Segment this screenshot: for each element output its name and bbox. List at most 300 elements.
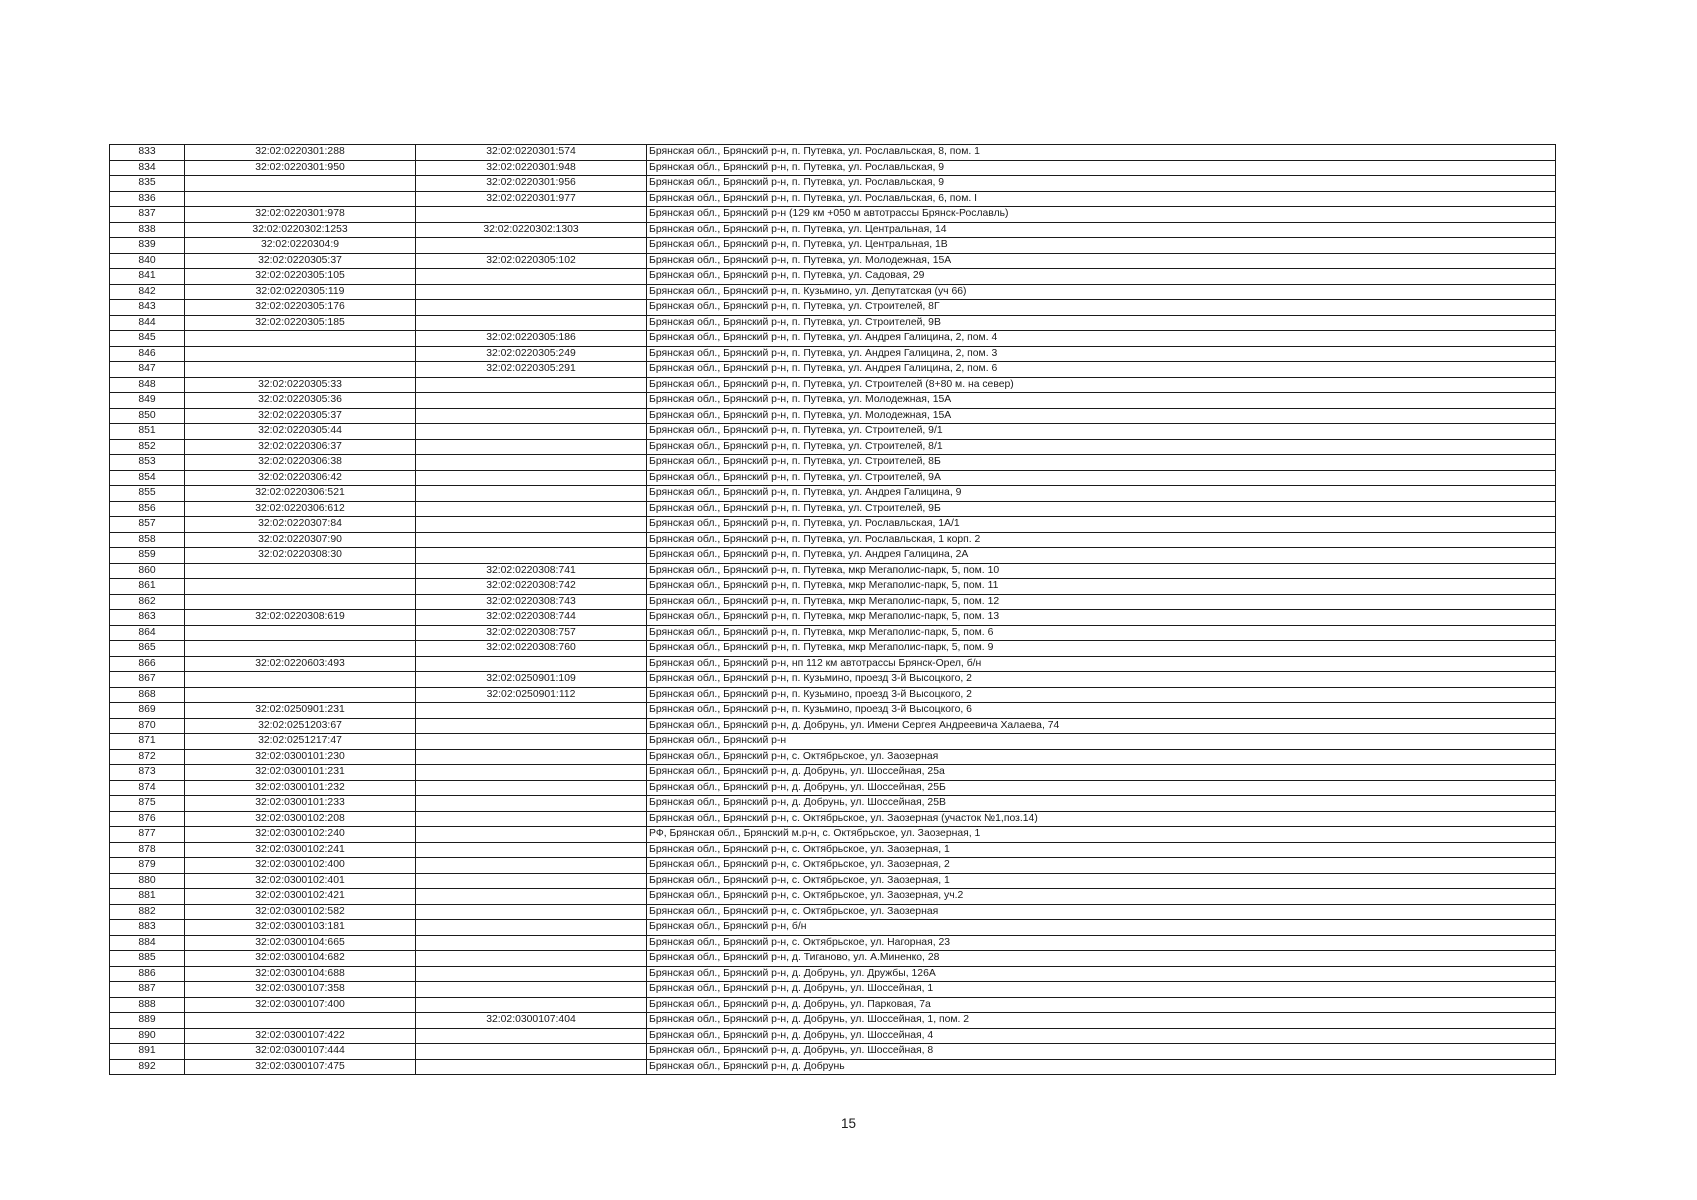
address-cell: Брянская обл., Брянский р-н, п. Путевка, ул. Андрея Галицина, 2, пом. 4	[647, 331, 1556, 347]
row-number-cell: 865	[110, 641, 185, 657]
row-number-cell: 853	[110, 455, 185, 471]
object-number-cell	[416, 873, 647, 889]
object-number-cell	[416, 718, 647, 734]
cadastral-number-cell: 32:02:0220301:288	[185, 145, 416, 161]
row-number-cell: 863	[110, 610, 185, 626]
cadastral-number-cell: 32:02:0300107:475	[185, 1059, 416, 1075]
table-row	[110, 253, 1556, 269]
cadastral-number-cell: 32:02:0300102:421	[185, 889, 416, 905]
cadastral-number-cell: 32:02:0220301:978	[185, 207, 416, 223]
table-row	[110, 935, 1556, 951]
object-number-cell	[416, 300, 647, 316]
cadastral-number-cell: 32:02:0300107:400	[185, 997, 416, 1013]
table-row	[110, 486, 1556, 502]
object-number-cell: 32:02:0220305:291	[416, 362, 647, 378]
object-number-cell	[416, 765, 647, 781]
address-cell: Брянская обл., Брянский р-н, п. Путевка, ул. Строителей, 9В	[647, 315, 1556, 331]
address-cell: Брянская обл., Брянский р-н, п. Путевка, ул. Строителей, 9/1	[647, 424, 1556, 440]
object-number-cell: 32:02:0220305:186	[416, 331, 647, 347]
row-number-cell: 871	[110, 734, 185, 750]
table-row	[110, 160, 1556, 176]
table-row	[110, 207, 1556, 223]
object-number-cell	[416, 966, 647, 982]
object-number-cell	[416, 796, 647, 812]
table-row	[110, 1028, 1556, 1044]
row-number-cell: 850	[110, 408, 185, 424]
row-number-cell: 858	[110, 532, 185, 548]
cadastral-number-cell: 32:02:0220306:521	[185, 486, 416, 502]
row-number-cell: 864	[110, 625, 185, 641]
row-number-cell: 890	[110, 1028, 185, 1044]
cadastral-number-cell: 32:02:0300101:232	[185, 780, 416, 796]
object-number-cell	[416, 470, 647, 486]
table-row	[110, 501, 1556, 517]
table-body	[110, 145, 1556, 1075]
object-number-cell: 32:02:0220305:249	[416, 346, 647, 362]
address-cell: Брянская обл., Брянский р-н, п. Путевка, ул. Рославльская, 6, пом. I	[647, 191, 1556, 207]
address-cell: Брянская обл., Брянский р-н, д. Добрунь, ул. Шоссейная, 1	[647, 982, 1556, 998]
table-row	[110, 1013, 1556, 1029]
table-row	[110, 920, 1556, 936]
object-number-cell	[416, 703, 647, 719]
address-cell: Брянская обл., Брянский р-н, с. Октябрьское, ул. Заозерная (участок №1,поз.14)	[647, 811, 1556, 827]
table-row	[110, 455, 1556, 471]
address-cell: Брянская обл., Брянский р-н, п. Кузьмино, проезд 3-й Высоцкого, 2	[647, 687, 1556, 703]
cadastral-number-cell: 32:02:0300103:181	[185, 920, 416, 936]
address-cell: Брянская обл., Брянский р-н, д. Добрунь	[647, 1059, 1556, 1075]
row-number-cell: 888	[110, 997, 185, 1013]
address-cell: Брянская обл., Брянский р-н, п. Путевка, ул. Садовая, 29	[647, 269, 1556, 285]
object-number-cell	[416, 951, 647, 967]
object-number-cell: 32:02:0220308:757	[416, 625, 647, 641]
object-number-cell	[416, 238, 647, 254]
address-cell: Брянская обл., Брянский р-н, п. Путевка, ул. Рославльская, 9	[647, 160, 1556, 176]
table-row	[110, 548, 1556, 564]
address-cell: Брянская обл., Брянский р-н, п. Путевка, ул. Строителей, 8Б	[647, 455, 1556, 471]
address-cell: Брянская обл., Брянский р-н, п. Путевка, мкр Мегаполис-парк, 5, пом. 13	[647, 610, 1556, 626]
object-number-cell: 32:02:0220305:102	[416, 253, 647, 269]
cadastral-number-cell: 32:02:0300107:422	[185, 1028, 416, 1044]
object-number-cell	[416, 935, 647, 951]
cadastral-number-cell	[185, 672, 416, 688]
table-row	[110, 703, 1556, 719]
row-number-cell: 851	[110, 424, 185, 440]
row-number-cell: 883	[110, 920, 185, 936]
address-cell: Брянская обл., Брянский р-н, с. Октябрьское, ул. Заозерная	[647, 749, 1556, 765]
cadastral-number-cell: 32:02:0250901:231	[185, 703, 416, 719]
address-cell: Брянская обл., Брянский р-н, п. Кузьмино, ул. Депутатская (уч 66)	[647, 284, 1556, 300]
address-cell: Брянская обл., Брянский р-н	[647, 734, 1556, 750]
address-cell: Брянская обл., Брянский р-н, п. Путевка, ул. Строителей (8+80 м. на север)	[647, 377, 1556, 393]
address-cell: Брянская обл., Брянский р-н, п. Путевка, ул. Молодежная, 15А	[647, 253, 1556, 269]
cadastral-number-cell: 32:02:0220603:493	[185, 656, 416, 672]
table-row	[110, 749, 1556, 765]
object-number-cell	[416, 393, 647, 409]
row-number-cell: 861	[110, 579, 185, 595]
cadastral-number-cell	[185, 176, 416, 192]
table-row	[110, 191, 1556, 207]
object-number-cell: 32:02:0220308:760	[416, 641, 647, 657]
table-row	[110, 176, 1556, 192]
row-number-cell: 841	[110, 269, 185, 285]
row-number-cell: 869	[110, 703, 185, 719]
table-row	[110, 718, 1556, 734]
object-number-cell	[416, 920, 647, 936]
cadastral-number-cell: 32:02:0300102:208	[185, 811, 416, 827]
table-row	[110, 796, 1556, 812]
row-number-cell: 868	[110, 687, 185, 703]
row-number-cell: 859	[110, 548, 185, 564]
cadastral-number-cell: 32:02:0220305:119	[185, 284, 416, 300]
object-number-cell	[416, 284, 647, 300]
table-row	[110, 222, 1556, 238]
table-row	[110, 982, 1556, 998]
address-cell: Брянская обл., Брянский р-н, п. Путевка, мкр Мегаполис-парк, 5, пом. 11	[647, 579, 1556, 595]
row-number-cell: 849	[110, 393, 185, 409]
row-number-cell: 855	[110, 486, 185, 502]
cadastral-number-cell	[185, 594, 416, 610]
object-number-cell	[416, 517, 647, 533]
cadastral-number-cell	[185, 563, 416, 579]
address-cell: Брянская обл., Брянский р-н, п. Путевка, ул. Строителей, 9А	[647, 470, 1556, 486]
cadastral-number-cell: 32:02:0300101:233	[185, 796, 416, 812]
table-row	[110, 315, 1556, 331]
table-row	[110, 842, 1556, 858]
table-row	[110, 300, 1556, 316]
table-row	[110, 610, 1556, 626]
row-number-cell: 879	[110, 858, 185, 874]
cadastral-number-cell: 32:02:0220306:38	[185, 455, 416, 471]
object-number-cell: 32:02:0220308:744	[416, 610, 647, 626]
object-number-cell	[416, 548, 647, 564]
object-number-cell: 32:02:0220301:956	[416, 176, 647, 192]
object-number-cell: 32:02:0220301:977	[416, 191, 647, 207]
cadastral-number-cell: 32:02:0220305:105	[185, 269, 416, 285]
cadastral-number-cell: 32:02:0220306:612	[185, 501, 416, 517]
table-row	[110, 470, 1556, 486]
page-number: 15	[840, 1116, 857, 1131]
cadastral-number-cell: 32:02:0300104:682	[185, 951, 416, 967]
address-cell: Брянская обл., Брянский р-н, с. Октябрьское, ул. Заозерная, 2	[647, 858, 1556, 874]
object-number-cell	[416, 408, 647, 424]
row-number-cell: 845	[110, 331, 185, 347]
address-cell: Брянская обл., Брянский р-н, с. Октябрьское, ул. Заозерная	[647, 904, 1556, 920]
address-cell: Брянская обл., Брянский р-н, п. Путевка, ул. Строителей, 8Г	[647, 300, 1556, 316]
row-number-cell: 854	[110, 470, 185, 486]
row-number-cell: 886	[110, 966, 185, 982]
row-number-cell: 860	[110, 563, 185, 579]
object-number-cell	[416, 532, 647, 548]
address-cell: Брянская обл., Брянский р-н, п. Путевка, ул. Андрея Галицина, 2, пом. 6	[647, 362, 1556, 378]
address-cell: Брянская обл., Брянский р-н, д. Добрунь, ул. Парковая, 7а	[647, 997, 1556, 1013]
row-number-cell: 878	[110, 842, 185, 858]
cadastral-number-cell: 32:02:0251217:47	[185, 734, 416, 750]
object-number-cell: 32:02:0220308:742	[416, 579, 647, 595]
cadastral-number-cell: 32:02:0220308:619	[185, 610, 416, 626]
row-number-cell: 839	[110, 238, 185, 254]
row-number-cell: 881	[110, 889, 185, 905]
cadastral-number-cell: 32:02:0220305:44	[185, 424, 416, 440]
row-number-cell: 843	[110, 300, 185, 316]
cadastral-number-cell: 32:02:0300102:240	[185, 827, 416, 843]
address-cell: Брянская обл., Брянский р-н, п. Путевка, ул. Молодежная, 15А	[647, 393, 1556, 409]
cadastral-number-cell: 32:02:0220305:33	[185, 377, 416, 393]
address-cell: Брянская обл., Брянский р-н, п. Кузьмино, проезд 3-й Высоцкого, 2	[647, 672, 1556, 688]
cadastral-number-cell	[185, 346, 416, 362]
object-number-cell: 32:02:0220301:574	[416, 145, 647, 161]
table-row	[110, 889, 1556, 905]
object-number-cell: 32:02:0250901:109	[416, 672, 647, 688]
address-cell: Брянская обл., Брянский р-н, п. Путевка, ул. Рославльская, 1 корп. 2	[647, 532, 1556, 548]
address-cell: Брянская обл., Брянский р-н, п. Путевка, ул. Рославльская, 1А/1	[647, 517, 1556, 533]
cadastral-number-cell: 32:02:0220307:90	[185, 532, 416, 548]
table-row	[110, 284, 1556, 300]
address-cell: Брянская обл., Брянский р-н, д. Добрунь, ул. Шоссейная, 25а	[647, 765, 1556, 781]
cadastral-number-cell: 32:02:0300107:358	[185, 982, 416, 998]
address-cell: Брянская обл., Брянский р-н, д. Добрунь, ул. Шоссейная, 4	[647, 1028, 1556, 1044]
cadastral-number-cell: 32:02:0220305:37	[185, 408, 416, 424]
object-number-cell	[416, 455, 647, 471]
address-cell: Брянская обл., Брянский р-н, с. Октябрьское, ул. Заозерная, 1	[647, 873, 1556, 889]
object-number-cell	[416, 269, 647, 285]
cadastral-number-cell: 32:02:0300101:230	[185, 749, 416, 765]
object-number-cell	[416, 780, 647, 796]
cadastral-number-cell: 32:02:0300104:688	[185, 966, 416, 982]
object-number-cell: 32:02:0220301:948	[416, 160, 647, 176]
object-number-cell	[416, 734, 647, 750]
table-row	[110, 765, 1556, 781]
address-cell: Брянская обл., Брянский р-н (129 км +050 м автотрассы Брянск-Рославль)	[647, 207, 1556, 223]
row-number-cell: 884	[110, 935, 185, 951]
table-row	[110, 594, 1556, 610]
table-row	[110, 424, 1556, 440]
object-number-cell: 32:02:0220308:743	[416, 594, 647, 610]
cadastral-number-cell	[185, 579, 416, 595]
row-number-cell: 844	[110, 315, 185, 331]
address-cell: Брянская обл., Брянский р-н, с. Октябрьское, ул. Заозерная, уч.2	[647, 889, 1556, 905]
table-row	[110, 377, 1556, 393]
object-number-cell	[416, 656, 647, 672]
row-number-cell: 892	[110, 1059, 185, 1075]
table-row	[110, 331, 1556, 347]
table-row	[110, 346, 1556, 362]
address-cell: Брянская обл., Брянский р-н, п. Путевка, ул. Андрея Галицина, 9	[647, 486, 1556, 502]
object-number-cell: 32:02:0300107:404	[416, 1013, 647, 1029]
address-cell: Брянская обл., Брянский р-н, д. Тиганово, ул. А.Миненко, 28	[647, 951, 1556, 967]
object-number-cell	[416, 904, 647, 920]
address-cell: Брянская обл., Брянский р-н, п. Путевка, ул. Андрея Галицина, 2А	[647, 548, 1556, 564]
table-row	[110, 517, 1556, 533]
address-cell: Брянская обл., Брянский р-н, п. Путевка, мкр Мегаполис-парк, 5, пом. 9	[647, 641, 1556, 657]
object-number-cell	[416, 377, 647, 393]
object-number-cell	[416, 842, 647, 858]
cadastral-number-cell: 32:02:0220308:30	[185, 548, 416, 564]
address-cell: Брянская обл., Брянский р-н, п. Путевка, ул. Строителей, 8/1	[647, 439, 1556, 455]
object-number-cell: 32:02:0250901:112	[416, 687, 647, 703]
cadastral-number-cell: 32:02:0300102:401	[185, 873, 416, 889]
row-number-cell: 873	[110, 765, 185, 781]
table-row	[110, 625, 1556, 641]
row-number-cell: 833	[110, 145, 185, 161]
address-cell: Брянская обл., Брянский р-н, д. Добрунь, ул. Шоссейная, 1, пом. 2	[647, 1013, 1556, 1029]
table-row	[110, 966, 1556, 982]
object-number-cell	[416, 1028, 647, 1044]
table-row	[110, 904, 1556, 920]
object-number-cell: 32:02:0220308:741	[416, 563, 647, 579]
row-number-cell: 870	[110, 718, 185, 734]
table-row	[110, 563, 1556, 579]
address-cell: РФ, Брянская обл., Брянский м.р-н, с. Октябрьское, ул. Заозерная, 1	[647, 827, 1556, 843]
address-cell: Брянская обл., Брянский р-н, п. Путевка, ул. Рославльская, 8, пом. 1	[647, 145, 1556, 161]
table-row	[110, 672, 1556, 688]
table-row	[110, 579, 1556, 595]
cadastral-number-cell: 32:02:0300102:582	[185, 904, 416, 920]
table-row	[110, 827, 1556, 843]
address-cell: Брянская обл., Брянский р-н, с. Октябрьское, ул. Нагорная, 23	[647, 935, 1556, 951]
row-number-cell: 848	[110, 377, 185, 393]
address-cell: Брянская обл., Брянский р-н, д. Добрунь, ул. Дружбы, 126А	[647, 966, 1556, 982]
row-number-cell: 840	[110, 253, 185, 269]
row-number-cell: 877	[110, 827, 185, 843]
address-cell: Брянская обл., Брянский р-н, д. Добрунь, ул. Шоссейная, 25В	[647, 796, 1556, 812]
row-number-cell: 847	[110, 362, 185, 378]
row-number-cell: 836	[110, 191, 185, 207]
table-row	[110, 951, 1556, 967]
address-cell: Брянская обл., Брянский р-н, п. Путевка, мкр Мегаполис-парк, 5, пом. 6	[647, 625, 1556, 641]
table-row	[110, 1044, 1556, 1060]
cadastral-number-cell: 32:02:0251203:67	[185, 718, 416, 734]
row-number-cell: 842	[110, 284, 185, 300]
row-number-cell: 872	[110, 749, 185, 765]
cadastral-number-cell: 32:02:0300101:231	[185, 765, 416, 781]
row-number-cell: 885	[110, 951, 185, 967]
row-number-cell: 891	[110, 1044, 185, 1060]
table-row	[110, 687, 1556, 703]
table-row	[110, 269, 1556, 285]
row-number-cell: 856	[110, 501, 185, 517]
address-cell: Брянская обл., Брянский р-н, п. Путевка, ул. Центральная, 14	[647, 222, 1556, 238]
cadastral-number-cell	[185, 191, 416, 207]
row-number-cell: 862	[110, 594, 185, 610]
cadastral-number-cell: 32:02:0220307:84	[185, 517, 416, 533]
object-number-cell	[416, 501, 647, 517]
row-number-cell: 876	[110, 811, 185, 827]
row-number-cell: 834	[110, 160, 185, 176]
table-row	[110, 997, 1556, 1013]
object-number-cell	[416, 889, 647, 905]
cadastral-number-cell: 32:02:0220305:176	[185, 300, 416, 316]
object-number-cell	[416, 1059, 647, 1075]
row-number-cell: 880	[110, 873, 185, 889]
table-row	[110, 408, 1556, 424]
cadastral-number-cell: 32:02:0220305:185	[185, 315, 416, 331]
address-cell: Брянская обл., Брянский р-н, с. Октябрьское, ул. Заозерная, 1	[647, 842, 1556, 858]
row-number-cell: 875	[110, 796, 185, 812]
cadastral-number-cell: 32:02:0300104:665	[185, 935, 416, 951]
object-number-cell	[416, 982, 647, 998]
row-number-cell: 867	[110, 672, 185, 688]
object-number-cell	[416, 486, 647, 502]
cadastral-number-cell: 32:02:0220306:37	[185, 439, 416, 455]
row-number-cell: 852	[110, 439, 185, 455]
address-cell: Брянская обл., Брянский р-н, д. Добрунь, ул. Шоссейная, 8	[647, 1044, 1556, 1060]
row-number-cell: 866	[110, 656, 185, 672]
object-number-cell	[416, 827, 647, 843]
table-row	[110, 532, 1556, 548]
address-cell: Брянская обл., Брянский р-н, д. Добрунь, ул. Имени Сергея Андреевича Халаева, 74	[647, 718, 1556, 734]
table-row	[110, 393, 1556, 409]
cadastral-number-cell: 32:02:0220306:42	[185, 470, 416, 486]
table-row	[110, 641, 1556, 657]
address-cell: Брянская обл., Брянский р-н, б/н	[647, 920, 1556, 936]
address-cell: Брянская обл., Брянский р-н, п. Кузьмино, проезд 3-й Высоцкого, 6	[647, 703, 1556, 719]
cadastral-table	[109, 144, 1556, 1075]
table-row	[110, 873, 1556, 889]
address-cell: Брянская обл., Брянский р-н, п. Путевка, ул. Рославльская, 9	[647, 176, 1556, 192]
row-number-cell: 887	[110, 982, 185, 998]
row-number-cell: 882	[110, 904, 185, 920]
address-cell: Брянская обл., Брянский р-н, п. Путевка, мкр Мегаполис-парк, 5, пом. 10	[647, 563, 1556, 579]
address-cell: Брянская обл., Брянский р-н, п. Путевка, ул. Строителей, 9Б	[647, 501, 1556, 517]
row-number-cell: 835	[110, 176, 185, 192]
table-row	[110, 145, 1556, 161]
object-number-cell	[416, 424, 647, 440]
address-cell: Брянская обл., Брянский р-н, п. Путевка, мкр Мегаполис-парк, 5, пом. 12	[647, 594, 1556, 610]
address-cell: Брянская обл., Брянский р-н, нп 112 км автотрассы Брянск-Орел, б/н	[647, 656, 1556, 672]
row-number-cell: 857	[110, 517, 185, 533]
address-cell: Брянская обл., Брянский р-н, п. Путевка, ул. Андрея Галицина, 2, пом. 3	[647, 346, 1556, 362]
table-row	[110, 238, 1556, 254]
cadastral-number-cell: 32:02:0300102:400	[185, 858, 416, 874]
object-number-cell	[416, 315, 647, 331]
cadastral-number-cell: 32:02:0300102:241	[185, 842, 416, 858]
address-cell: Брянская обл., Брянский р-н, п. Путевка, ул. Молодежная, 15А	[647, 408, 1556, 424]
row-number-cell: 837	[110, 207, 185, 223]
object-number-cell	[416, 997, 647, 1013]
table-row	[110, 362, 1556, 378]
object-number-cell	[416, 858, 647, 874]
table-row	[110, 1059, 1556, 1075]
row-number-cell: 874	[110, 780, 185, 796]
cadastral-number-cell	[185, 641, 416, 657]
table-row	[110, 858, 1556, 874]
table-row	[110, 780, 1556, 796]
object-number-cell	[416, 207, 647, 223]
object-number-cell: 32:02:0220302:1303	[416, 222, 647, 238]
cadastral-number-cell	[185, 1013, 416, 1029]
object-number-cell	[416, 811, 647, 827]
table-row	[110, 811, 1556, 827]
cadastral-number-cell: 32:02:0220305:37	[185, 253, 416, 269]
address-cell: Брянская обл., Брянский р-н, п. Путевка, ул. Центральная, 1В	[647, 238, 1556, 254]
cadastral-number-cell: 32:02:0300107:444	[185, 1044, 416, 1060]
row-number-cell: 889	[110, 1013, 185, 1029]
table-row	[110, 439, 1556, 455]
object-number-cell	[416, 1044, 647, 1060]
object-number-cell	[416, 749, 647, 765]
table-row	[110, 656, 1556, 672]
table-row	[110, 734, 1556, 750]
object-number-cell	[416, 439, 647, 455]
cadastral-number-cell	[185, 331, 416, 347]
cadastral-number-cell	[185, 625, 416, 641]
address-cell: Брянская обл., Брянский р-н, д. Добрунь, ул. Шоссейная, 25Б	[647, 780, 1556, 796]
cadastral-number-cell	[185, 362, 416, 378]
cadastral-number-cell: 32:02:0220304:9	[185, 238, 416, 254]
row-number-cell: 846	[110, 346, 185, 362]
cadastral-number-cell: 32:02:0220302:1253	[185, 222, 416, 238]
cadastral-number-cell: 32:02:0220301:950	[185, 160, 416, 176]
